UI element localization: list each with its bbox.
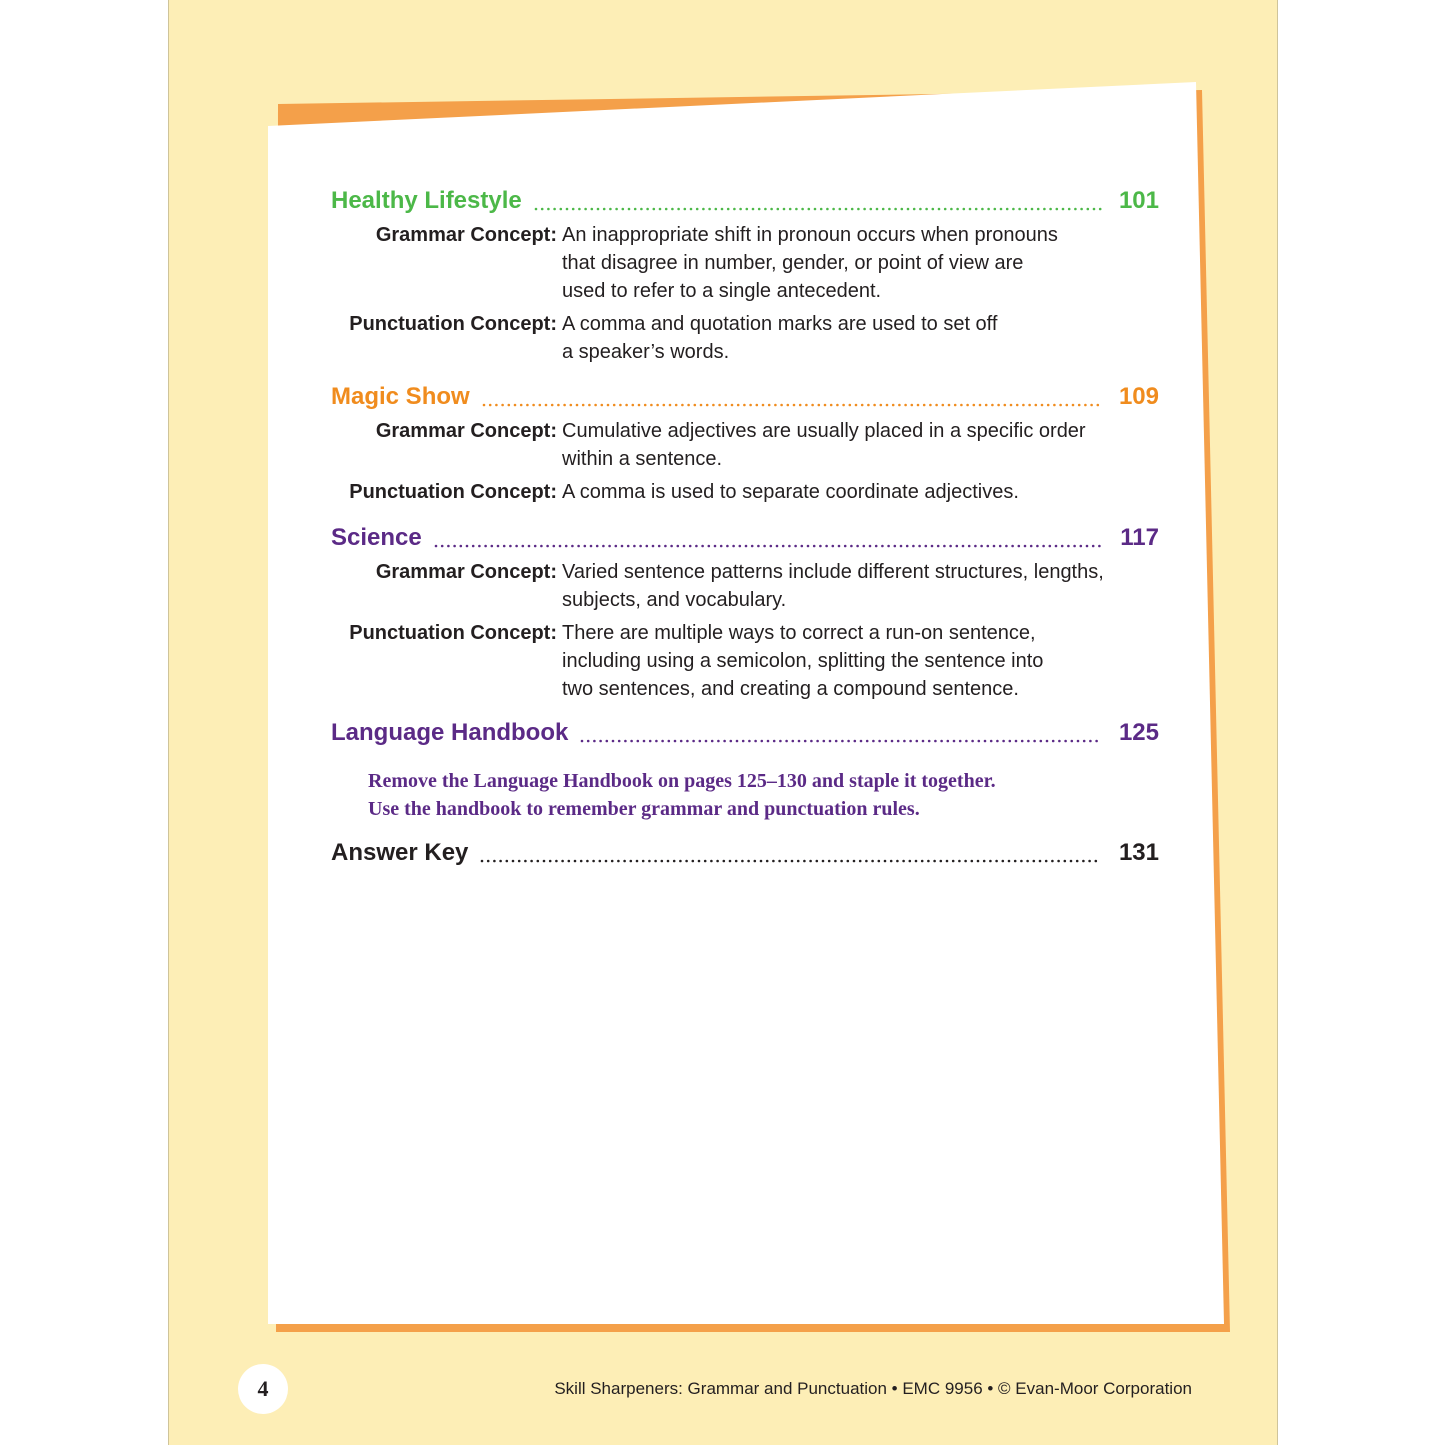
concept-text (562, 417, 1102, 473)
handbook-note (368, 767, 1068, 823)
handbook-note-line: Remove the Language Handbook on pages 125–130 and staple it together. (368, 770, 996, 792)
concept-text-line: within a sentence. (562, 448, 723, 470)
toc-entry[interactable] (331, 184, 1159, 218)
concept-text-line: including using a semicolon, splitting the sentence into (562, 650, 1044, 672)
concept-text (562, 619, 1102, 703)
toc-entry-page-number: 109 (1118, 383, 1159, 410)
concept-label: Grammar Concept: (375, 420, 557, 442)
toc-entry-title: Science (331, 524, 422, 551)
toc-entry-page-number: 125 (1118, 719, 1159, 746)
concept-text-line: A comma and quotation marks are used to set off (562, 313, 998, 335)
toc-entry-title: Language Handbook (331, 719, 569, 746)
concept-label: Grammar Concept: (375, 224, 557, 246)
toc-entry-page-number: 101 (1118, 187, 1159, 214)
concept-label: Punctuation Concept: (349, 313, 557, 335)
toc-entry[interactable] (331, 716, 1159, 750)
concept-text-line: Cumulative adjectives are usually placed in a specific order (562, 420, 1086, 442)
concept-text-line: two sentences, and creating a compound sentence. (562, 678, 1019, 700)
page-number-badge: 4 (238, 1364, 288, 1414)
concept-label: Punctuation Concept: (349, 481, 557, 503)
concept-text-line: a speaker’s words. (562, 341, 730, 363)
dot-leader (480, 859, 1105, 863)
dot-leader (434, 544, 1106, 548)
concept-text (562, 478, 1102, 506)
concept-block (300, 310, 1100, 366)
concept-text-line: There are multiple ways to correct a run-on sentence, (562, 622, 1036, 644)
concept-block (300, 417, 1100, 473)
footer-credit: Skill Sharpeners: Grammar and Punctuation • EMC 9956 • © Evan-Moor Corporation (554, 1379, 1192, 1398)
toc-entry-page-number: 117 (1120, 524, 1159, 551)
concept-text-line: subjects, and vocabulary. (562, 589, 787, 611)
toc-entry-title: Answer Key (331, 839, 469, 866)
concept-block (300, 478, 1100, 506)
concept-block (300, 619, 1100, 703)
concept-label: Punctuation Concept: (349, 622, 557, 644)
dot-leader (580, 739, 1105, 743)
concept-text-line: that disagree in number, gender, or point of view are (562, 252, 1024, 274)
concept-text-line: used to refer to a single antecedent. (562, 280, 882, 302)
toc-entry[interactable] (331, 380, 1159, 414)
concept-block (300, 221, 1100, 305)
concept-label: Grammar Concept: (375, 561, 557, 583)
concept-text (562, 310, 1102, 366)
dot-leader (482, 403, 1105, 407)
toc-entry[interactable] (331, 836, 1159, 870)
toc-entry[interactable] (331, 521, 1159, 555)
concept-block (300, 558, 1104, 614)
dot-leader (534, 207, 1105, 211)
toc-entry-title: Healthy Lifestyle (331, 187, 522, 214)
concept-text (562, 558, 1102, 614)
concept-text (562, 221, 1102, 305)
concept-text-line: An inappropriate shift in pronoun occurs when pronouns (562, 224, 1058, 246)
toc-entry-page-number: 131 (1118, 839, 1159, 866)
concept-text-line: Varied sentence patterns include different structures, lengths, (562, 561, 1104, 583)
handbook-note-line: Use the handbook to remember grammar and punctuation rules. (368, 798, 920, 820)
concept-text-line: A comma is used to separate coordinate adjectives. (562, 481, 1019, 503)
toc-entry-title: Magic Show (331, 383, 470, 410)
